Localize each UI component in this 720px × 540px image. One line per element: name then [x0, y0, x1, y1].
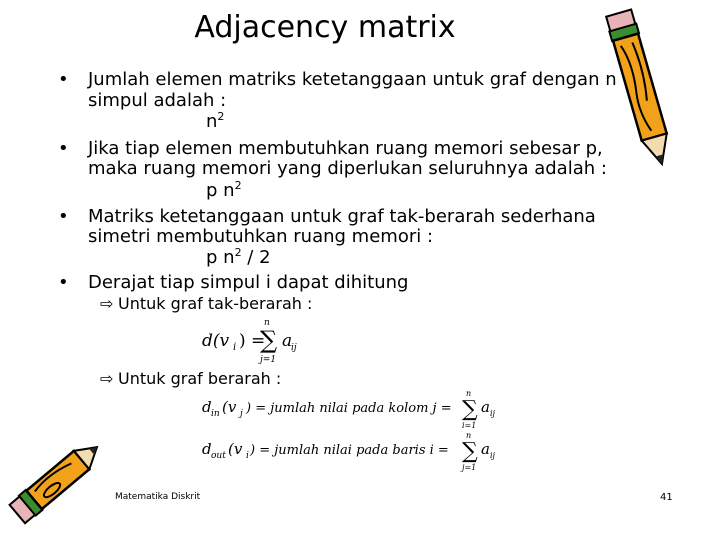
bullet-1-line-2: simpul adalah :: [88, 90, 227, 111]
formula-lhs-sub: out: [211, 451, 226, 461]
formula-undirected-degree: [198, 315, 338, 365]
formula-rhs: ) =: [239, 331, 266, 351]
formula-in-degree: [198, 390, 518, 435]
formula-lhs-sub: i: [233, 342, 237, 353]
bullet-marker: •: [58, 272, 69, 293]
bullet-marker: •: [58, 206, 69, 227]
pencil-icon: [598, 0, 698, 175]
arrow-icon: ⇨: [100, 294, 114, 313]
sum-icon: ∑: [462, 439, 478, 464]
bullet-marker: •: [58, 69, 69, 90]
bullet-1-formula: $n^2$: [206, 110, 225, 132]
sum-upper: n: [466, 432, 472, 440]
formula-var: (v: [228, 440, 243, 458]
footer-course-name: Matematika Diskrit: [115, 492, 201, 502]
formula-lhs: d: [202, 440, 212, 458]
bullet-1-line-1: Jumlah elemen matriks ketetanggaan untuk graf dengan n: [88, 69, 617, 90]
bullet-3-line-2: simetri membutuhkan ruang memori :: [88, 226, 434, 247]
bullet-3-formula: p $n^2 / 2$: [206, 246, 271, 268]
formula-var: (v: [222, 398, 237, 416]
bullet-2-formula: p $n^2$: [206, 179, 242, 201]
formula-var-sub: j: [240, 409, 243, 419]
formula-term: a: [481, 398, 490, 416]
formula-lhs: d(v: [202, 331, 230, 351]
formula-mid: ) = jumlah nilai pada kolom j =: [246, 401, 452, 416]
arrow-icon: ⇨: [100, 369, 114, 388]
sub-item-undirected: ⇨ Untuk graf tak-berarah :: [100, 294, 313, 313]
sum-lower: i=1: [462, 421, 477, 430]
formula-term-sub: ij: [490, 451, 496, 460]
slide-title: Adjacency matrix: [194, 10, 456, 45]
bullet-3-line-1: Matriks ketetanggaan untuk graf tak-berarah sederhana: [88, 206, 596, 227]
bullet-2-line-2: maka ruang memori yang diperlukan seluruhnya adalah :: [88, 158, 607, 179]
sum-lower: j=1: [260, 355, 277, 365]
sub-item-directed: ⇨ Untuk graf berarah :: [100, 369, 282, 388]
bullet-marker: •: [58, 138, 69, 159]
sum-icon: ∑: [260, 326, 278, 354]
formula-out-degree: [198, 432, 518, 477]
formula-term-sub: ij: [291, 343, 297, 353]
sum-icon: ∑: [462, 397, 478, 422]
footer-page-number: 41: [660, 492, 673, 503]
formula-mid: ) = jumlah nilai pada baris i =: [250, 443, 449, 458]
formula-term: a: [282, 331, 293, 351]
formula-lhs-sub: in: [211, 409, 220, 419]
formula-var-sub: i: [246, 451, 249, 461]
pencil-icon: [0, 425, 115, 540]
formula-lhs: d: [202, 398, 212, 416]
bullet-2-line-1: Jika tiap elemen membutuhkan ruang memori sebesar p,: [88, 138, 603, 159]
formula-term: a: [481, 440, 490, 458]
formula-term-sub: ij: [490, 409, 496, 418]
sum-upper: n: [466, 390, 472, 398]
bullet-4-line-1: Derajat tiap simpul i dapat dihitung: [88, 272, 409, 293]
sum-lower: j=1: [462, 463, 477, 472]
sum-upper: n: [264, 318, 270, 328]
